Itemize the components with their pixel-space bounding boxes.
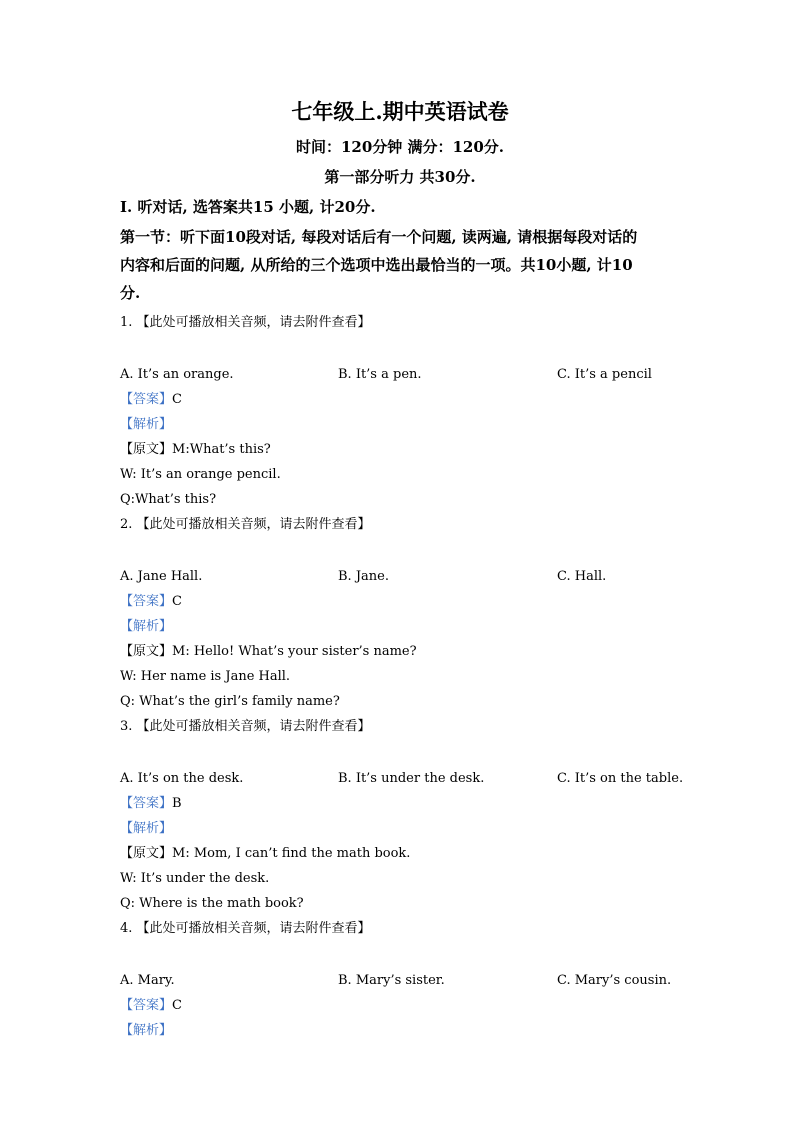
transcript-line: Q: What’s the girl’s family name?: [120, 694, 340, 709]
answer-value: C: [172, 392, 182, 407]
option-b[interactable]: B. Mary’s sister.: [338, 973, 445, 988]
option-a[interactable]: A. Jane Hall.: [120, 569, 203, 584]
answer-label: 【答案】: [120, 796, 173, 811]
option-c[interactable]: C. It’s on the table.: [557, 771, 684, 786]
transcript-line: W: Her name is Jane Hall.: [120, 669, 291, 684]
section-heading: I. 听对话, 选答案共15 小题, 计20分.: [120, 198, 376, 216]
option-c[interactable]: C. Hall.: [557, 569, 607, 584]
original-label: 【原文】: [120, 442, 173, 457]
questions-list: [120, 310, 690, 1043]
options-row: [120, 766, 690, 791]
options-row: [120, 362, 690, 387]
answer-label: 【答案】: [120, 998, 173, 1013]
analysis-label: 【解析】: [120, 1023, 173, 1038]
answer-line: [120, 791, 690, 816]
question-prompt[interactable]: 4. 【此处可播放相关音频，请去附件查看】: [120, 921, 371, 936]
options-row: [120, 968, 690, 993]
transcript-line: W: It’s an orange pencil.: [120, 467, 281, 482]
option-b[interactable]: B. It’s under the desk.: [338, 771, 485, 786]
options-row: [120, 564, 690, 589]
answer-value: C: [172, 594, 182, 609]
transcript-line: W: It’s under the desk.: [120, 871, 270, 886]
original-line: [120, 639, 690, 664]
analysis-line: [120, 412, 690, 437]
transcript-text: M:What’s this?: [172, 442, 271, 457]
option-b[interactable]: B. Jane.: [338, 569, 389, 584]
question-prompt[interactable]: 2. 【此处可播放相关音频，请去附件查看】: [120, 517, 371, 532]
instruction-line: 第一节：听下面10段对话, 每段对话后有一个问题, 读两遍, 请根据每段对话的: [120, 228, 638, 246]
original-line: [120, 841, 690, 866]
instruction-line: 内容和后面的问题, 从所给的三个选项中选出最恰当的一项。共10小题, 计10: [120, 256, 633, 274]
question-item: [120, 512, 690, 714]
question-item: [120, 310, 690, 512]
transcript-text: M: Hello! What’s your sister’s name?: [172, 644, 417, 659]
option-a[interactable]: A. It’s an orange.: [120, 367, 234, 382]
analysis-label: 【解析】: [120, 619, 173, 634]
option-b[interactable]: B. It’s a pen.: [338, 367, 422, 382]
option-a[interactable]: A. Mary.: [120, 973, 175, 988]
option-c[interactable]: C. Mary’s cousin.: [557, 973, 672, 988]
analysis-line: [120, 816, 690, 841]
option-c[interactable]: C. It’s a pencil: [557, 367, 652, 382]
question-prompt[interactable]: 3. 【此处可播放相关音频，请去附件查看】: [120, 719, 371, 734]
transcript-line: Q:What’s this?: [120, 492, 217, 507]
part-heading: 第一部分听力 共30分.: [324, 168, 476, 186]
question-item: [120, 714, 690, 916]
option-a[interactable]: A. It’s on the desk.: [120, 771, 244, 786]
original-label: 【原文】: [120, 644, 173, 659]
question-item: [120, 916, 690, 1043]
original-label: 【原文】: [120, 846, 173, 861]
answer-value: B: [172, 796, 182, 811]
answer-line: [120, 993, 690, 1018]
answer-label: 【答案】: [120, 594, 173, 609]
analysis-line: [120, 614, 690, 639]
answer-label: 【答案】: [120, 392, 173, 407]
transcript-text: M: Mom, I can’t find the math book.: [172, 846, 411, 861]
analysis-label: 【解析】: [120, 417, 173, 432]
answer-line: [120, 589, 690, 614]
analysis-label: 【解析】: [120, 821, 173, 836]
section-instruction: [120, 223, 690, 307]
transcript-line: Q: Where is the math book?: [120, 896, 304, 911]
question-prompt[interactable]: 1. 【此处可播放相关音频，请去附件查看】: [120, 315, 371, 330]
answer-value: C: [172, 998, 182, 1013]
instruction-line: 分.: [120, 284, 141, 302]
page-title: 七年级上.期中英语试卷: [291, 99, 509, 124]
analysis-line: [120, 1018, 690, 1043]
original-line: [120, 437, 690, 462]
exam-meta: 时间：120分钟 满分：120分.: [295, 138, 505, 156]
answer-line: [120, 387, 690, 412]
